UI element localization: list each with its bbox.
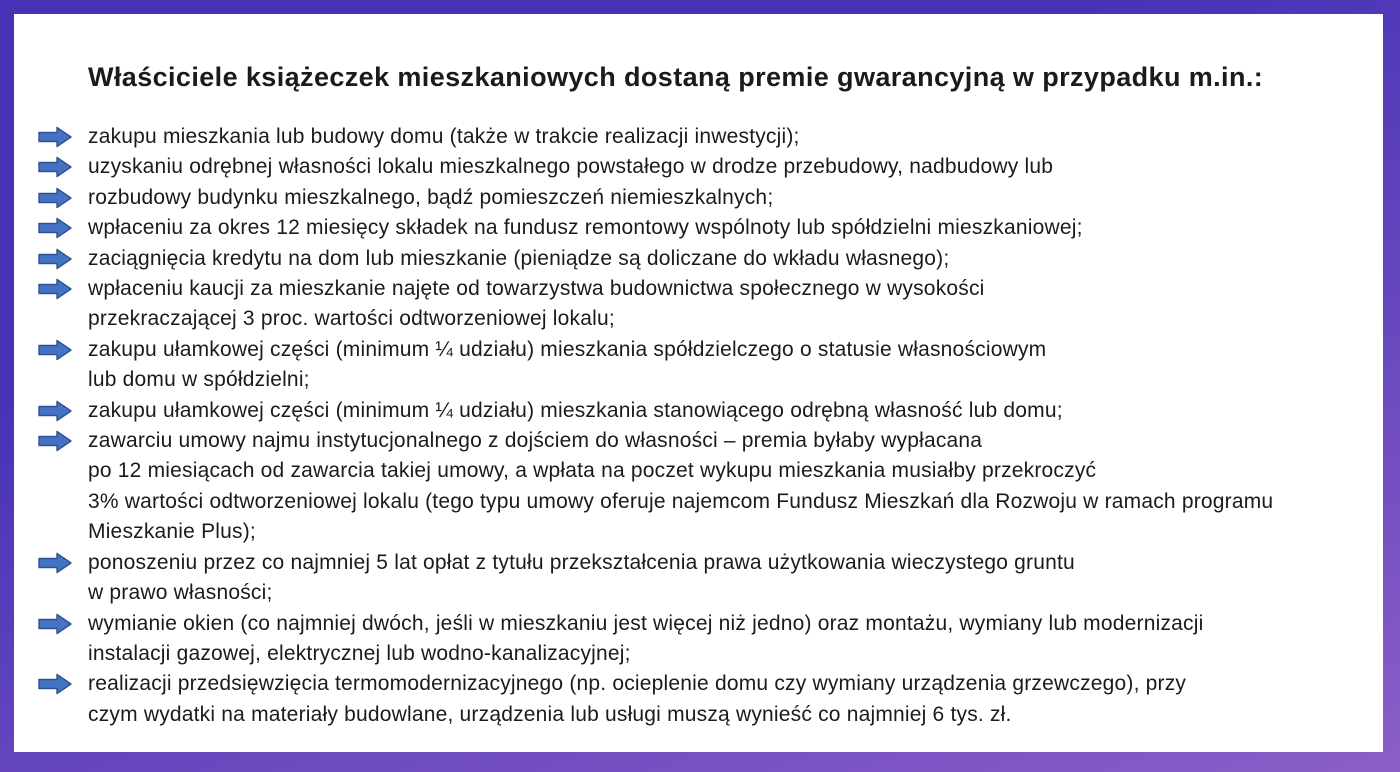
text-line: lub domu w spółdzielni; [88, 368, 310, 392]
list-item-text [88, 152, 1053, 182]
text-line: zakupu ułamkowej części (minimum ¼ udziału) mieszkania spółdzielczego o statusie własnościowym [88, 337, 1047, 361]
text-line: po 12 miesiącach od zawarcia takiej umowy, a wpłata na poczet wykupu mieszkania musiałby przekroczyć [88, 459, 1097, 483]
list-item [38, 548, 1363, 609]
arrow-right-icon [38, 552, 72, 574]
list-item-text [88, 122, 800, 152]
page-title: Właściciele książeczek mieszkaniowych dostaną premie gwarancyjną w przypadku m.in.: [88, 62, 1264, 92]
list-item-text [88, 426, 1273, 548]
content-panel [14, 14, 1383, 752]
text-line: wpłaceniu za okres 12 miesięcy składek na fundusz remontowy wspólnoty lub spółdzielni mieszkaniowej; [88, 216, 1083, 240]
list-item [38, 426, 1363, 548]
list-item-text [88, 669, 1186, 730]
list-item-text [88, 548, 1075, 609]
text-line: rozbudowy budynku mieszkalnego, bądź pomieszczeń niemieszkalnych; [88, 185, 774, 209]
list-item [38, 244, 1363, 274]
text-line: realizacji przedsięwzięcia termomodernizacyjnego (np. ocieplenie domu czy wymiany urządzenia grzewczego), przy [88, 672, 1187, 696]
list-item [38, 183, 1363, 213]
list-item-text [88, 609, 1203, 670]
arrow-right-icon [38, 156, 72, 178]
list-item-text [88, 335, 1046, 396]
list-item [38, 274, 1363, 335]
text-line: ponoszeniu przez co najmniej 5 lat opłat z tytułu przekształcenia prawa użytkowania wieczystego gruntu [88, 550, 1075, 574]
arrow-right-icon [38, 430, 72, 452]
list-item-text [88, 396, 1063, 426]
list-item-text [88, 183, 773, 213]
arrow-right-icon [38, 278, 72, 300]
arrow-right-icon [38, 673, 72, 695]
list-item [38, 669, 1363, 730]
list-item [38, 122, 1363, 152]
text-line: zakupu ułamkowej części (minimum ¼ udziału) mieszkania stanowiącego odrębną własność lub domu; [88, 398, 1063, 422]
text-line: w prawo własności; [88, 581, 273, 605]
text-line: zaciągnięcia kredytu na dom lub mieszkanie (pieniądze są doliczane do wkładu własnego); [88, 246, 950, 270]
arrow-right-icon [38, 217, 72, 239]
list-item [38, 152, 1363, 182]
bullet-list [38, 122, 1363, 730]
text-line: czym wydatki na materiały budowlane, urządzenia lub usługi muszą wynieść co najmniej 6 tys. zł. [88, 702, 1012, 726]
text-line: wymianie okien (co najmniej dwóch, jeśli w mieszkaniu jest więcej niż jedno) oraz montażu, wymiany lub modernizacji [88, 611, 1204, 635]
arrow-right-icon [38, 339, 72, 361]
text-line: zakupu mieszkania lub budowy domu (także w trakcie realizacji inwestycji); [88, 125, 800, 148]
text-line: 3% wartości odtworzeniowej lokalu (tego typu umowy oferuje najemcom Fundusz Mieszkań dla Rozwoju w ramach programu [88, 489, 1274, 513]
list-item [38, 396, 1363, 426]
arrow-right-icon [38, 187, 72, 209]
text-line: instalacji gazowej, elektrycznej lub wodno-kanalizacyjnej; [88, 641, 631, 665]
arrow-right-icon [38, 400, 72, 422]
arrow-right-icon [38, 248, 72, 270]
list-item-text [88, 274, 985, 335]
list-item [38, 609, 1363, 670]
list-item-text [88, 244, 949, 274]
text-line: Mieszkanie Plus); [88, 520, 256, 544]
text-line: uzyskaniu odrębnej własności lokalu mieszkalnego powstałego w drodze przebudowy, nadbudowy lub [88, 155, 1054, 179]
list-item [38, 213, 1363, 243]
list-item-text [88, 213, 1083, 243]
arrow-right-icon [38, 613, 72, 635]
text-line: zawarciu umowy najmu instytucjonalnego z dojściem do własności – premia byłaby wypłacana [88, 429, 983, 453]
arrow-right-icon [38, 126, 72, 148]
text-line: wpłaceniu kaucji za mieszkanie najęte od towarzystwa budownictwa społecznego w wysokości [88, 277, 985, 301]
text-line: przekraczającej 3 proc. wartości odtworzeniowej lokalu; [88, 307, 615, 331]
list-item [38, 335, 1363, 396]
